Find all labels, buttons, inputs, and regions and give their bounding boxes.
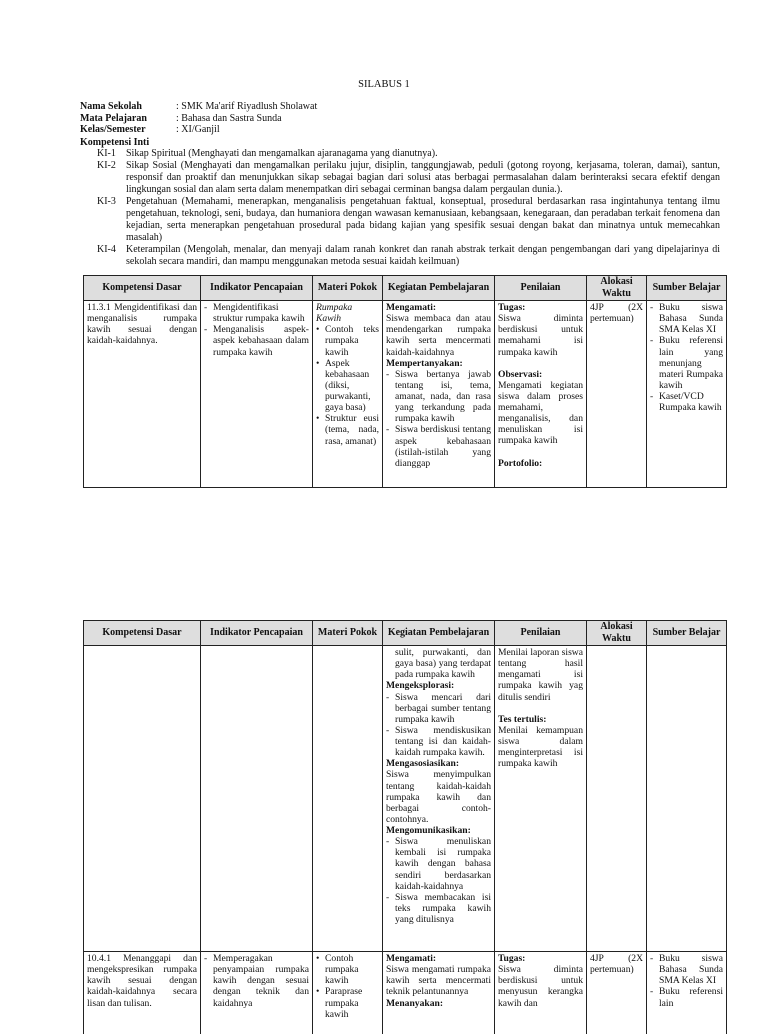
mengamati-text: Siswa membaca dan atau mendengarkan rumpaka kawih serta mencermati kaidah-kaidahnya — [386, 313, 491, 358]
penilaian-cell — [495, 301, 587, 488]
kegiatan-cell — [383, 646, 495, 952]
col-header: Alokasi Waktu — [587, 621, 647, 646]
col-header: Sumber Belajar — [647, 621, 727, 646]
tes-label: Tes tertulis: — [498, 714, 583, 725]
menanya-label: Mempertanyakan: — [386, 358, 491, 369]
list-item: - Kaset/VCD Rumpaka kawih — [650, 391, 723, 413]
school-info — [80, 101, 720, 136]
materi-cell — [313, 646, 383, 952]
ki-code: KI-1 — [97, 148, 126, 160]
tugas-label: Tugas: — [498, 953, 583, 964]
alokasi-cell: 4JP (2X pertemuan) — [587, 301, 647, 488]
indikator-cell — [201, 646, 313, 952]
col-header: Kompetensi Dasar — [84, 621, 201, 646]
col-header: Materi Pokok — [313, 276, 383, 301]
sumber-cell — [647, 952, 727, 1034]
ki-text: Keterampilan (Mengolah, menalar, dan menyaji dalam ranah konkret dan ranah abstrak terkait dengan pengembangan dari yang dipelajarinya di sekolah secara mandiri, dan mampu menggunakan metoda sesuai kaidah keilmuan) — [126, 244, 720, 268]
list-item: - Mengidentifikasi struktur rumpaka kawih — [204, 302, 309, 324]
list-item: - Buku referensi lain yang menunjang materi Rumpaka kawih — [650, 335, 723, 391]
list-item: • Paraprase rumpaka kawih — [316, 986, 379, 1019]
list-item: - Memperagakan penyampaian rumpaka kawih dengan sesuai dengan teknik dan kaidahnya — [204, 953, 309, 1009]
mengamati-label: Mengamati: — [386, 302, 491, 313]
ki-text: Pengetahuan (Memahami, menerapkan, menganalisis pengetahuan faktual, konseptual, prosedural berdasarkan rasa ingintahunya tentang ilmu pengetahuan, teknologi, seni, budaya, dan humaniora dengan wawasan kemanusiaan, kebangsaan, kenegaraan, dan peradaban terkait fenomena dan kejadian, serta menerapkan pengetahuan prosedural pada bidang kajian yang spesifik sesuai dengan bakat dan minatnya untuk memecahkan masalah) — [126, 196, 720, 244]
ki-item — [97, 148, 720, 160]
indikator-cell — [201, 301, 313, 488]
col-header: Penilaian — [495, 276, 587, 301]
col-header: Kegiatan Pembelajaran — [383, 621, 495, 646]
kelas-label: Kelas/Semester — [80, 124, 176, 136]
kd-cell: 10.4.1 Menanggapi dan mengekspresikan rumpaka kawih sesuai dengan kaidah-kaidahnya secara lisan dan tulisan. — [84, 952, 201, 1034]
ki-text: Sikap Spiritual (Menghayati dan mengamalkan ajaranagama yang dianutnya). — [126, 148, 720, 160]
kegiatan-continued: sulit, purwakanti, dan gaya basa) yang terdapat pada rumpaka kawih — [386, 647, 491, 680]
syllabus-table-2 — [83, 620, 727, 1034]
document-title: SILABUS 1 — [0, 79, 768, 92]
menanya-label: Menanyakan: — [386, 998, 491, 1009]
tugas-text: Siswa diminta berdiskusi untuk memahami isi rumpaka kawih — [498, 313, 583, 358]
kd-cell — [84, 646, 201, 952]
list-item: - Siswa membacakan isi teks rumpaka kawih yang ditulisnya — [386, 892, 491, 925]
eksplorasi-label: Mengeksplorasi: — [386, 680, 491, 691]
table-row — [84, 646, 727, 952]
list-item: - Siswa berdiskusi tentang aspek kebahasaan (istilah-istilah yang dianggap — [386, 424, 491, 469]
sumber-cell — [647, 301, 727, 488]
list-item: - Buku siswa Bahasa Sunda SMA Kelas XI — [650, 953, 723, 986]
list-item: - Siswa mencari dari berbagai sumber tentang rumpaka kawih — [386, 692, 491, 725]
syllabus-table-1 — [83, 275, 727, 488]
list-item: • Contoh rumpaka kawih — [316, 953, 379, 986]
ki-code: KI-3 — [97, 196, 126, 244]
col-header: Materi Pokok — [313, 621, 383, 646]
list-item: • Struktur eusi (tema, nada, rasa, amanat) — [316, 413, 379, 446]
col-header: Kompetensi Dasar — [84, 276, 201, 301]
alokasi-cell — [587, 646, 647, 952]
table-header-row — [84, 621, 727, 646]
tes-text: Menilai kemampuan siswa dalam menginterpretasi isi rumpaka kawih — [498, 725, 583, 770]
komunikasi-label: Mengomunikasikan: — [386, 825, 491, 836]
kd-cell: 11.3.1 Mengidentifikasi dan menganalisis rumpaka kawih sesuai dengan kaidah-kaidahnya. — [84, 301, 201, 488]
sumber-cell — [647, 646, 727, 952]
ki-code: KI-2 — [97, 160, 126, 196]
table-row — [84, 301, 727, 488]
portofolio-label: Portofolio: — [498, 458, 583, 469]
col-header: Indikator Pencapaian — [201, 276, 313, 301]
col-header: Alokasi Waktu — [587, 276, 647, 301]
table-row — [84, 952, 727, 1034]
tugas-text: Siswa diminta berdiskusi untuk menyusun kerangka kawih dan — [498, 964, 583, 1009]
kelas-value: : XI/Ganjil — [176, 124, 720, 136]
observasi-text: Mengamati kegiatan siswa dalam proses memahami, menganalisis, dan menuliskan isi rumpaka kawih — [498, 380, 583, 447]
list-item: - Buku referensi lain — [650, 986, 723, 1008]
penilaian-cell — [495, 646, 587, 952]
col-header: Sumber Belajar — [647, 276, 727, 301]
mengamati-text: Siswa mengamati rumpaka kawih serta mencermati teknik pelantunannya — [386, 964, 491, 997]
ki-item — [97, 196, 720, 244]
list-item: - Siswa bertanya jawab tentang isi, tema, amanat, nada, dan rasa yang terkandung pada rumpaka kawih — [386, 369, 491, 425]
ki-item — [97, 244, 720, 268]
penilaian-cell — [495, 952, 587, 1034]
ki-code: KI-4 — [97, 244, 126, 268]
asosiasi-label: Mengasosiasikan: — [386, 758, 491, 769]
materi-title: Rumpaka Kawih — [316, 302, 379, 324]
mapel-label: Mata Pelajaran — [80, 113, 176, 125]
ki-list — [97, 148, 720, 268]
list-item: - Buku siswa Bahasa Sunda SMA Kelas XI — [650, 302, 723, 335]
ki-item — [97, 160, 720, 196]
alokasi-cell: 4JP (2X pertemuan) — [587, 952, 647, 1034]
ki-heading: Kompetensi Inti — [80, 137, 149, 149]
nama-sekolah-value: : SMK Ma'arif Riyadlush Sholawat — [176, 101, 720, 113]
observasi-label: Observasi: — [498, 369, 583, 380]
list-item: • Contoh teks rumpaka kawih — [316, 324, 379, 357]
table-header-row — [84, 276, 727, 301]
materi-cell — [313, 952, 383, 1034]
kegiatan-cell — [383, 301, 495, 488]
list-item: - Siswa menuliskan kembali isi rumpaka kawih dengan bahasa sendiri berdasarkan kaidah-kaidahnya — [386, 836, 491, 892]
col-header: Kegiatan Pembelajaran — [383, 276, 495, 301]
nama-sekolah-label: Nama Sekolah — [80, 101, 176, 113]
list-item: - Siswa mendiskusikan tentang isi dan kaidah-kaidah rumpaka kawih. — [386, 725, 491, 758]
col-header: Indikator Pencapaian — [201, 621, 313, 646]
asosiasi-text: Siswa menyimpulkan tentang kaidah-kaidah rumpaka kawih dan berbagai contoh-contohnya. — [386, 769, 491, 825]
tugas-label: Tugas: — [498, 302, 583, 313]
mengamati-label: Mengamati: — [386, 953, 491, 964]
kegiatan-cell — [383, 952, 495, 1034]
ki-text: Sikap Sosial (Menghayati dan mengamalkan perilaku jujur, disiplin, tanggungjawab, peduli (gotong royong, kerjasama, toleran, damai), santun, responsif dan proaktif dan menunjukkan sikap sebagai bagian dari solusi atas berbagai permasalahan dalam berinteraksi secara efektif dengan lingkungan sosial dan alam serta dalam menempatkan diri sebagai cerminan bangsa dalam pergaulan dunia.). — [126, 160, 720, 196]
penilaian-continued: Menilai laporan siswa tentang hasil mengamati isi rumpaka kawih yag ditulis sendiri — [498, 647, 583, 703]
mapel-value: : Bahasa dan Sastra Sunda — [176, 113, 720, 125]
list-item: • Aspek kebahasaan (diksi, purwakanti, gaya basa) — [316, 358, 379, 414]
indikator-cell — [201, 952, 313, 1034]
materi-cell — [313, 301, 383, 488]
list-item: - Menganalisis aspek-aspek kebahasaan dalam rumpaka kawih — [204, 324, 309, 357]
col-header: Penilaian — [495, 621, 587, 646]
